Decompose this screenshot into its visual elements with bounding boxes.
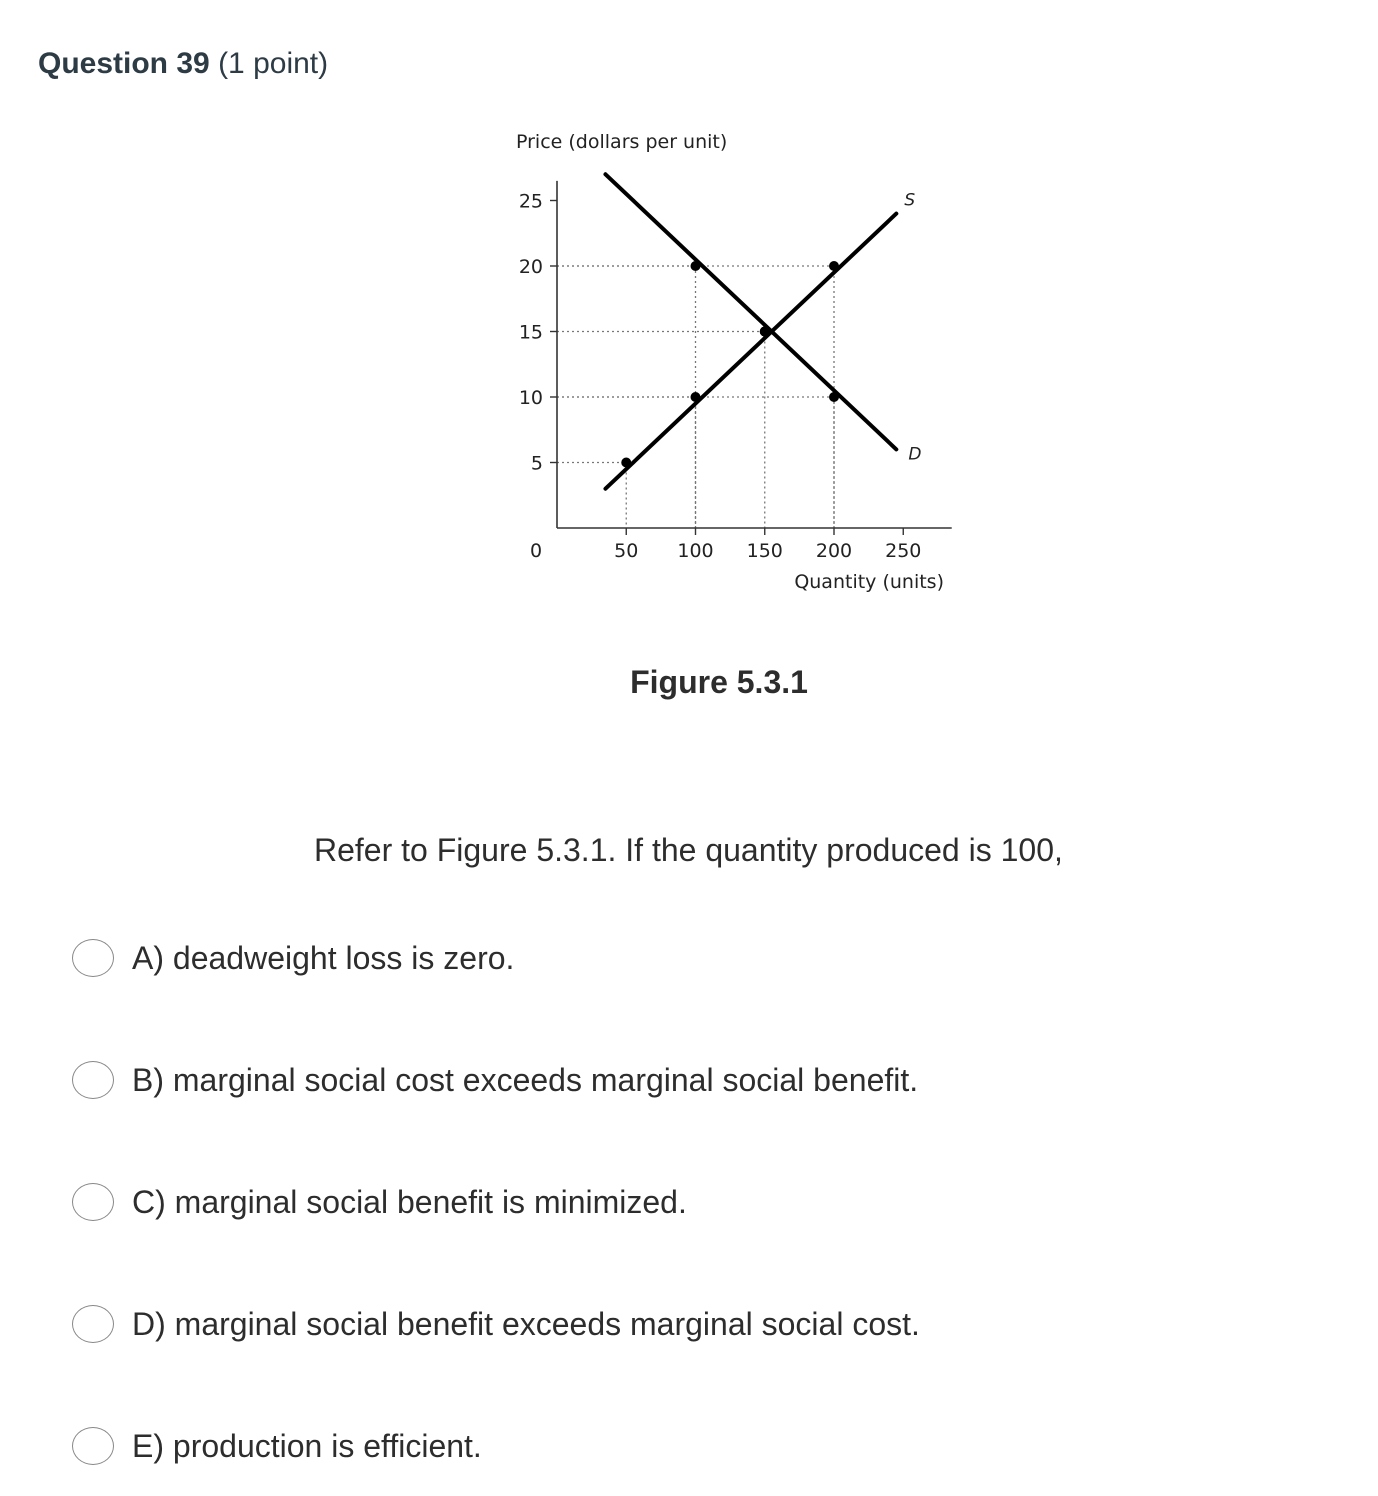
answer-option-b[interactable] <box>72 1058 918 1102</box>
question-header <box>38 44 328 84</box>
answer-label: marginal social benefit exceeds marginal social cost. <box>174 1305 920 1342</box>
demand-curve-label: D <box>908 444 922 465</box>
demand-point <box>691 261 701 271</box>
demand-point <box>760 327 770 337</box>
supply-point <box>829 261 839 271</box>
y-tick-label: 15 <box>518 321 543 344</box>
y-tick-label: 10 <box>518 387 543 409</box>
radio-button[interactable] <box>72 1061 114 1099</box>
answer-option-d[interactable] <box>72 1302 920 1346</box>
x-tick-label: 150 <box>746 540 783 562</box>
answer-letter: A) <box>132 939 164 976</box>
answer-text <box>132 1184 687 1221</box>
radio-button[interactable] <box>72 1183 114 1221</box>
answer-letter: D) <box>132 1305 166 1342</box>
answer-option-c[interactable] <box>72 1180 687 1224</box>
y-axis-label: Price (dollars per unit) <box>516 131 728 153</box>
supply-point <box>691 392 701 402</box>
question-prompt: Refer to Figure 5.3.1. If the quantity produced is 100, <box>314 832 1063 868</box>
radio-button[interactable] <box>72 1427 114 1465</box>
y-tick-label: 25 <box>518 190 543 213</box>
supply-point <box>621 458 631 468</box>
answer-label: production is efficient. <box>172 1427 482 1464</box>
answer-letter: E) <box>132 1427 164 1464</box>
question-title: Question 39 <box>38 47 210 80</box>
origin-label: 0 <box>529 540 543 562</box>
answer-label: marginal social cost exceeds marginal social benefit. <box>172 1061 919 1098</box>
answer-letter: C) <box>132 1183 166 1220</box>
supply-curve-label: S <box>904 190 916 211</box>
question-points: (1 point) <box>218 47 329 80</box>
y-tick-label: 20 <box>518 256 543 278</box>
y-tick-label: 5 <box>530 452 543 475</box>
x-axis-label: Quantity (units) <box>794 571 944 593</box>
x-tick-label: 250 <box>885 540 922 562</box>
figure-caption: Figure 5.3.1 <box>630 664 808 700</box>
x-tick-label: 200 <box>815 540 853 562</box>
answer-label: marginal social benefit is minimized. <box>174 1183 687 1220</box>
demand-point <box>829 392 839 402</box>
answer-option-e[interactable] <box>72 1424 482 1468</box>
answer-text <box>132 1306 920 1343</box>
x-tick-label: 100 <box>677 540 714 562</box>
answer-label: deadweight loss is zero. <box>172 939 515 976</box>
answer-option-a[interactable] <box>72 936 514 980</box>
answer-text <box>132 1428 482 1465</box>
demand-curve <box>605 174 896 449</box>
answer-text <box>132 940 514 977</box>
answer-letter: B) <box>132 1061 164 1098</box>
answer-text <box>132 1062 918 1099</box>
supply-demand-chart <box>500 120 960 610</box>
x-tick-label: 50 <box>614 540 639 562</box>
radio-button[interactable] <box>72 1305 114 1343</box>
radio-button[interactable] <box>72 939 114 977</box>
supply-curve <box>605 214 896 489</box>
